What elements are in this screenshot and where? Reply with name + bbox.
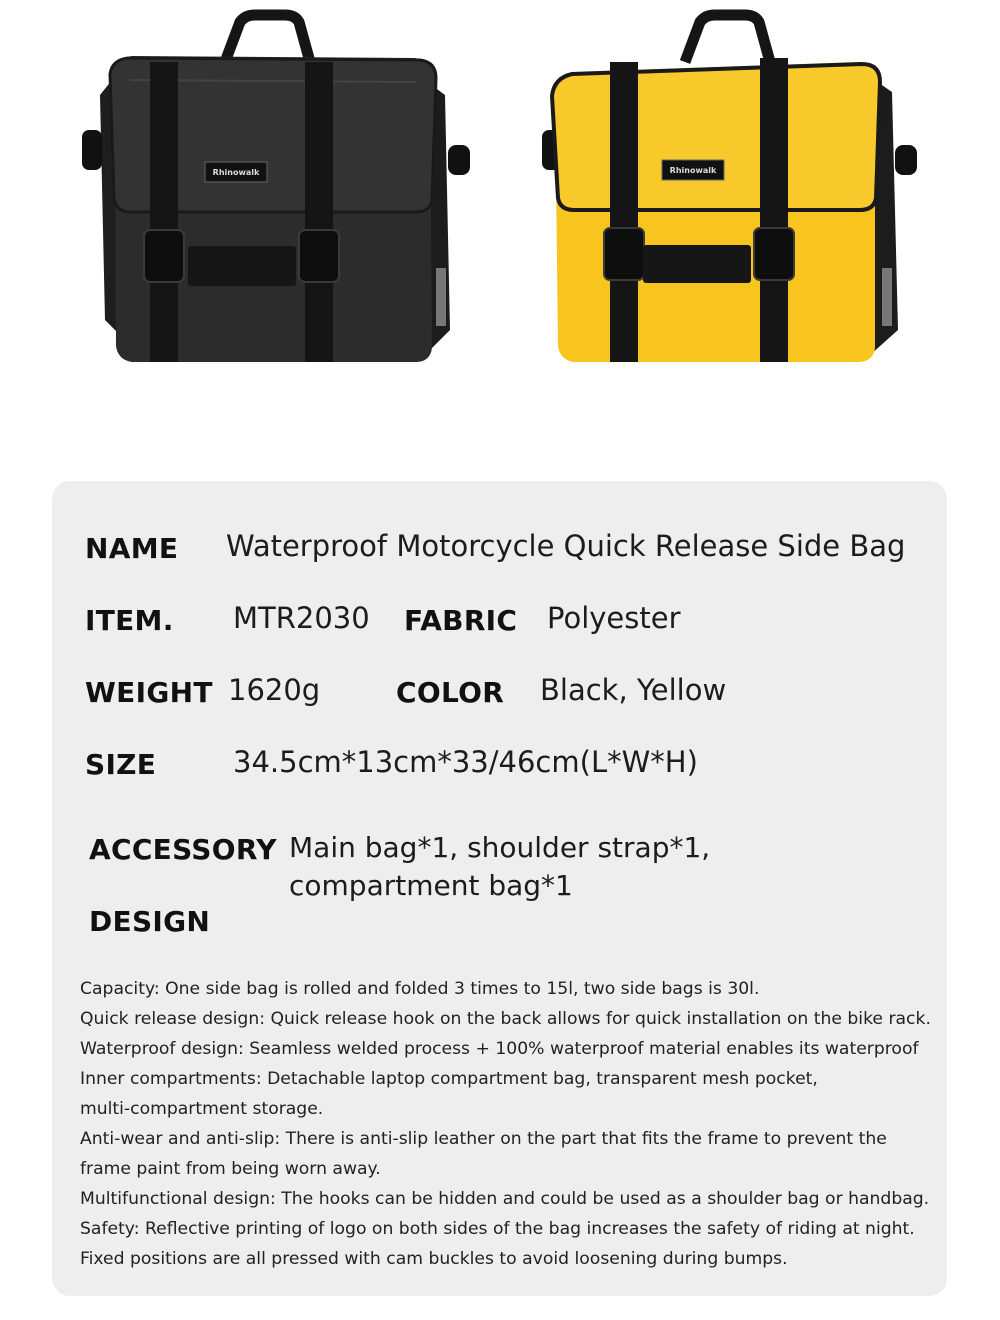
design-description <box>80 974 940 1274</box>
design-line: Inner compartments: Detachable laptop compartment bag, transparent mesh pocket, <box>80 1069 818 1089</box>
design-line: Safety: Reflective printing of logo on both sides of the bag increases the safety of riding at night. <box>80 1219 915 1239</box>
fabric-value: Polyester <box>547 601 681 635</box>
weight-value: 1620g <box>228 673 321 707</box>
design-line: Waterproof design: Seamless welded process + 100% waterproof material enables its waterproof <box>80 1039 919 1059</box>
design-line: Multifunctional design: The hooks can be hidden and could be used as a shoulder bag or handbag. <box>80 1189 930 1209</box>
color-value: Black, Yellow <box>540 673 727 707</box>
accessory-line-1: Main bag*1, shoulder strap*1, <box>289 831 711 864</box>
design-label: DESIGN <box>89 905 211 938</box>
item-value: MTR2030 <box>233 601 370 635</box>
black-bag-logo: Rhinowalk <box>212 168 260 177</box>
design-line: frame paint from being worn away. <box>80 1159 381 1179</box>
design-line: Capacity: One side bag is rolled and folded 3 times to 15l, two side bags is 30l. <box>80 979 760 999</box>
accessory-label: ACCESSORY <box>89 833 277 866</box>
item-label: ITEM. <box>85 604 174 637</box>
black-bag-image <box>70 0 480 390</box>
size-value: 34.5cm*13cm*33/46cm(L*W*H) <box>233 745 698 779</box>
weight-label: WEIGHT <box>85 676 213 709</box>
spec-panel <box>52 481 947 1296</box>
name-label: NAME <box>85 532 179 565</box>
size-label: SIZE <box>85 748 157 781</box>
design-line: Anti-wear and anti-slip: There is anti-slip leather on the part that fits the frame to prevent the <box>80 1129 887 1149</box>
color-label: COLOR <box>396 676 505 709</box>
design-line: multi-compartment storage. <box>80 1099 324 1119</box>
yellow-bag-image <box>530 0 940 390</box>
yellow-bag-logo: Rhinowalk <box>669 166 717 175</box>
product-photos <box>0 0 1000 460</box>
accessory-value <box>289 829 710 905</box>
design-line: Quick release design: Quick release hook on the back allows for quick installation on the bike rack. <box>80 1009 931 1029</box>
accessory-line-2: compartment bag*1 <box>289 869 573 902</box>
design-line: Fixed positions are all pressed with cam buckles to avoid loosening during bumps. <box>80 1249 788 1269</box>
fabric-label: FABRIC <box>404 604 518 637</box>
name-value: Waterproof Motorcycle Quick Release Side Bag <box>226 529 906 563</box>
